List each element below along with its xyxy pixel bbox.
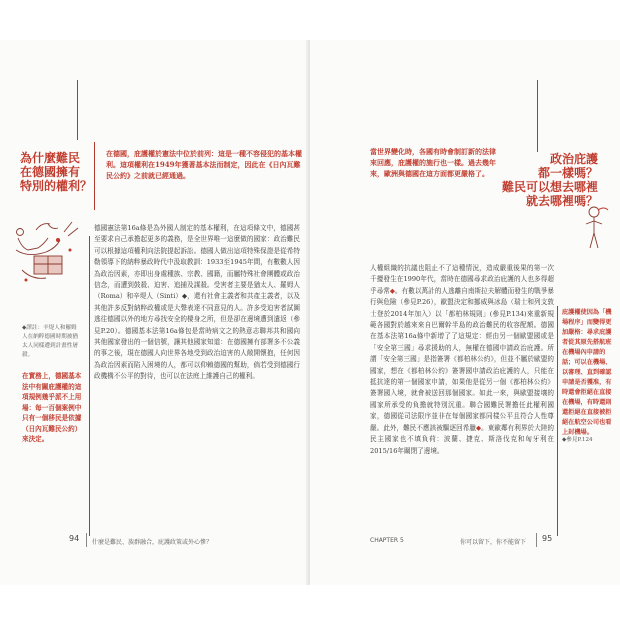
intro-paragraph: 在德國，庇護權於憲法中位於前列：這是一種不容侵犯的基本權利。這項權利在1949年獲著基本法而制定，因此在《日內瓦難民公約》之前就已經通過。 [106, 149, 302, 180]
top-paragraph: 當世界變化時，各國有時會制訂新的法律來回應，庇護權的施行也一樣。過去幾年來，歐洲與德國在這方面都更嚴格了。 [370, 147, 496, 178]
intro-rule [94, 142, 95, 210]
footer-divider [536, 533, 537, 547]
illustration-reading-figure [8, 210, 86, 290]
side-note: ◆參見P.124 [562, 437, 593, 443]
bullet-marker-1: ◆ [389, 286, 395, 295]
footer-divider [86, 533, 87, 547]
running-footer-chapter: CHAPTER 5 [370, 537, 404, 544]
body-paragraph [370, 263, 554, 457]
side-callout: 在實務上，德國基本法中有關庇護權的這項規例幾乎派不上用場：每一百個案例中只有一個移民是依據（日內瓦難民公約）來決定。 [22, 372, 82, 443]
side-callout: 庇護權使因為「機場程序」而變得更加嚴格：尋求庇護者從其原先搭航班在機場內申請的話；可以在機場、以審理、直到確認申請是否獲准，有時還會拒絕在直接在機場，有時還則還拒絕在直接被拒絕在航空公司也看上封機場。 [562, 309, 612, 436]
illustration-figure-small [578, 204, 612, 252]
header-rule [537, 80, 538, 152]
running-footer-title: 你可以留下，你不能留下 [460, 539, 527, 546]
book-spread [0, 40, 620, 585]
page-number: 95 [542, 534, 553, 543]
page-number: 94 [69, 534, 80, 543]
translator-note: ◆譯註：辛堤人和羅姆人在納粹德國時期被猶太人同樣遭到計畫性屠殺。 [22, 325, 78, 358]
body-paragraph: 德國憲法第16a條是為外國人制定的基本權利，在這項條文中，德國甚至要求自己承擔起更多的義務，是全世界唯一這麼做的國家：政治難民可以根據這項權利向法院提起訴訟。德國人做出這項特殊保證是從希特勒領導下的納粹暴政時代中汲取教訓：1933至1945年間，有數數人因為政治因素，亦即出身處種族、宗教、國籍，而屬特殊社會團體或政治信念，而遭到鼓殺、迫害、追捕及謀殺。受害者主要是猶太人、羅姆人（Roma）和辛堤人（Sinti）◆，還有社會主義者和共產主義者，以及其他許多反對納粹政權或是大聲表達不同意見的人。許多受迫害者試圖逃往德國以外的地方尋找安全的棲身之所，但是卻在邊境遭到遣返（參見P.20）。德國基本法第16a條包是當時病文之的熱意志聯邦共和國向其他國家發出的一個信號，讓其他國家知道：在德國擁有部署多不公義的事之後，現在德國人向世界各地受到政治迫害的人敞開懷抱，任何因為政治因素而陷入困境的人，都可以仰賴德國的幫助，倘若受到德國行政機構不公平的對待，也可以在法庭上維護自己的權利。 [94, 224, 300, 381]
bullet-marker-2: ◆ [476, 423, 482, 432]
body-part-3: 。東歐鄰有利界於大陸的民主國家也不填負荷：波蘭、捷克、斯洛伐克和匈牙利在2015/16年關閉了邊境。 [370, 423, 555, 455]
left-page [0, 40, 310, 585]
question-title: 為什麼難民 在德國擁有 特別的權利？ [20, 151, 93, 193]
right-page [310, 40, 620, 585]
side-rule [557, 306, 558, 536]
body-rule [89, 236, 90, 536]
running-footer: 什麼是難民、族群融合，庇護政策或外心慘？ [92, 539, 213, 546]
body-part-1: 人權組織的抗議也阻止不了這種情況，造成嚴重後果的第一次千擾發生在1990年代，當時在德國尋求政治庇護的人也多得超乎尋常 [370, 264, 554, 295]
question-title: 政治庇護 都一樣嗎？ 難民可以想去哪裡 就去哪裡嗎？ [502, 152, 599, 208]
header-rule [77, 80, 78, 140]
body-part-2: 。有數以萬計的人逃離自南斯拉夫解體而發生的戰爭暴行與危險（參見P.26），歐盟決定和挪威與冰島（瑞士和列支敦士登於2014年加入）以「都柏林規則」(參見P.134)來重新規範各國對於越來來自巴爾幹半島的政治難民的收容配額。德國在基本法第16a條中新增了了這規定：經由另一個歐盟國或是「安全第三國」尋求援助的人，無權在德國申請政治庇護。所謂「安全第三國」是指簽署《都柏林公約》，但並不屬於歐盟的國家，想在《都柏林公約》簽署國申請政治庇護的人，只能在抵抗達的第一個國家申請，如果他是從另一個《都柏林公約》簽署國入境，就會被送回那個國家。如此一來，與歐盟接壤的國家所承受的負擔就特別沉重。聯合國難民署擔任此權利國家，德國從司法限序並非在每個國家都同樣公平且符合人性尊嚴。此外，難民不應該被驅逐回希臘 [370, 286, 555, 432]
